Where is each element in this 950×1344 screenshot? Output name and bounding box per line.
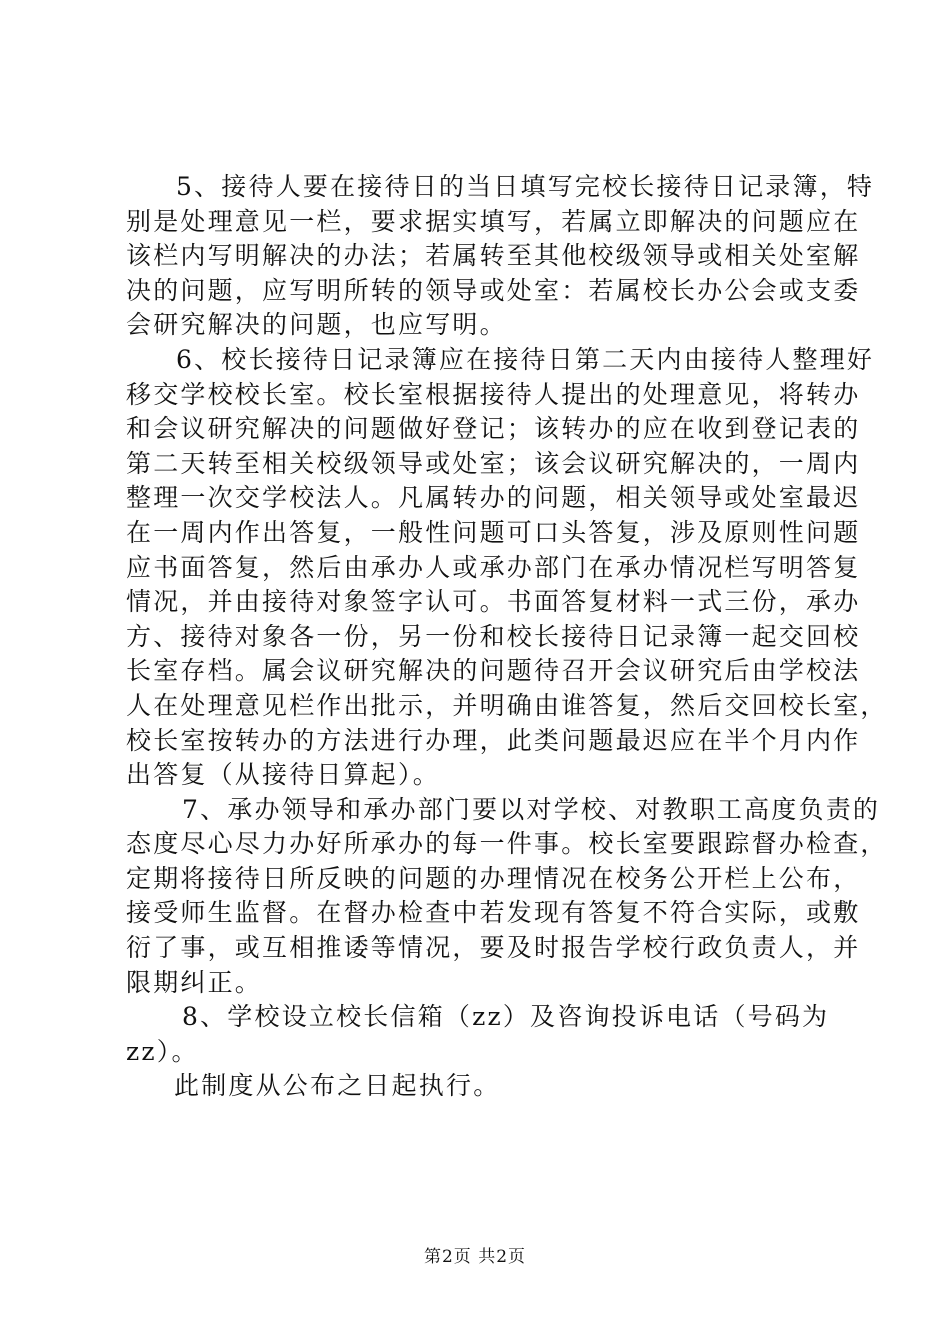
paragraph-line: 人在处理意见栏作出批示，并明确由谁答复，然后交回校长室， [126,690,888,720]
paragraph-line: 和会议研究解决的问题做好登记；该转办的应在收到登记表的 [126,414,861,444]
paragraph-line: 整理一次交学校法人。凡属转办的问题，相关领导或处室最迟 [126,483,861,513]
paragraph-line: 5、接待人要在接待日的当日填写完校长接待日记录簿，特 [176,172,875,201]
paragraph-line: 校长室按转办的方法进行办理，此类问题最迟应在半个月内作 [126,725,861,755]
paragraph-line: 会研究解决的问题，也应写明。 [126,310,507,340]
paragraph-line: 6、校长接待日记录簿应在接待日第二天内由接待人整理好 [176,344,875,374]
paragraph-line: 应书面答复，然后由承办人或承办部门在承办情况栏写明答复 [126,552,861,582]
paragraph-item-5 [126,170,875,343]
paragraph-line: 在一周内作出答复，一般性问题可口头答复，涉及原则性问题 [126,517,861,547]
paragraph-line: 长室存档。属会议研究解决的问题待召开会议研究后由学校法 [126,656,861,686]
paragraph-line: 衍了事，或互相推诿等情况，要及时报告学校行政负责人，并 [126,933,861,963]
paragraph-line: 此制度从公布之日起执行。 [174,1071,501,1101]
paragraph-line: 接受师生监督。在督办检查中若发现有答复不符合实际，或敷 [126,898,861,928]
paragraph-line: 定期将接待日所反映的问题的办理情况在校务公开栏上公布， [126,863,861,893]
paragraph-item-7 [126,793,888,1001]
paragraph-line: 决的问题，应写明所转的领导或处室：若属校长办公会或支委 [126,275,861,305]
paragraph-line: 限期纠正。 [126,967,263,997]
paragraph-line: zz）。 [126,1036,199,1066]
paragraph-item-8 [126,1000,836,1069]
paragraph-line: 该栏内写明解决的办法；若属转至其他校级领导或相关处室解 [126,241,861,271]
paragraph-line: 第二天转至相关校级领导或处室；该会议研究解决的，一周内 [126,448,861,478]
paragraph-line: 8、学校设立校长信箱（zz）及咨询投诉电话（号码为 [182,1002,830,1032]
paragraph-line: 7、承办领导和承办部门要以对学校、对教职工高度负责的 [182,794,881,824]
paragraph-line: 移交学校校长室。校长室根据接待人提出的处理意见，将转办 [126,379,861,409]
paragraph-line: 出答复（从接待日算起）。 [126,760,440,790]
page-number-footer: 第2页 共2页 [423,1247,527,1267]
paragraph-line: 态度尽心尽力办好所承办的每一件事。校长室要跟踪督办检查， [126,829,888,859]
document-body [126,170,888,1104]
paragraph-line: 别是处理意见一栏，要求据实填写，若属立即解决的问题应在 [126,206,861,236]
paragraph-item-6 [126,343,888,793]
paragraph-line: 情况，并由接待对象签字认可。书面答复材料一式三份，承办 [126,587,861,617]
paragraph-line: 方、接待对象各一份，另一份和校长接待日记录簿一起交回校 [126,621,861,651]
paragraph-closing [126,1069,836,1104]
